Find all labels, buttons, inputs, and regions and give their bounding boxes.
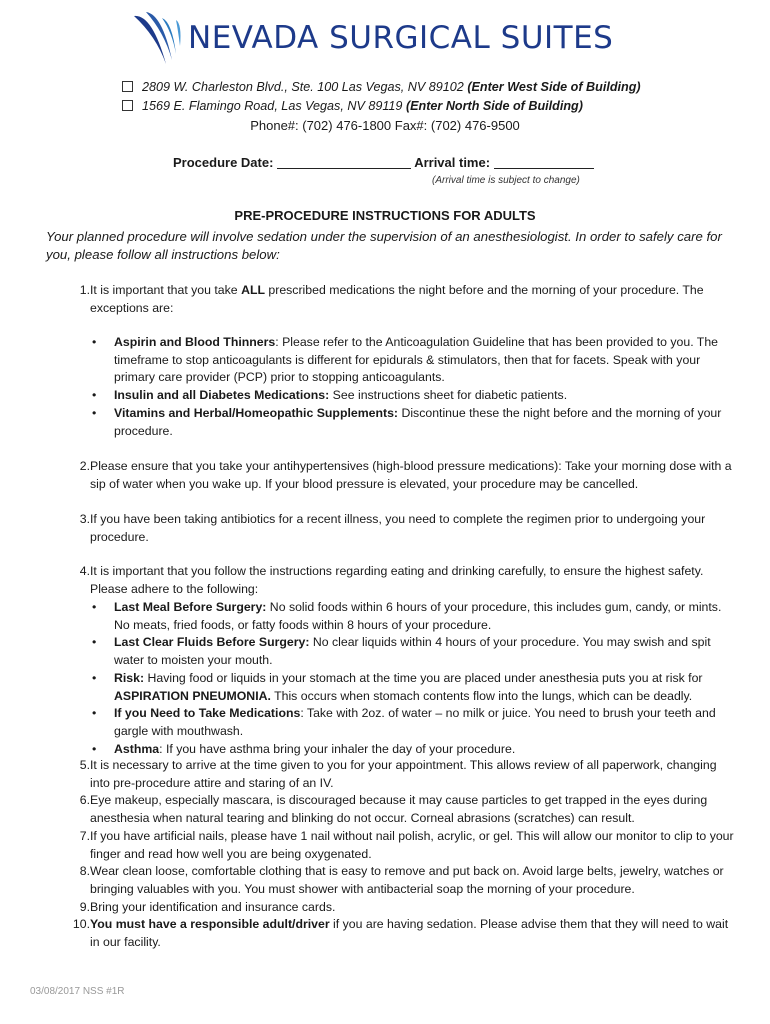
list-item: • Insulin and all Diabetes Medications: See instructions sheet for diabetic patients.: [92, 388, 568, 403]
item-number: 2.: [79, 459, 90, 473]
item-text: If you have been taking antibiotics for a recent illness, you need to complete the regimen prior to undergoing your procedure.: [90, 512, 706, 544]
arrival-time-label: Arrival time:: [414, 155, 491, 170]
bullet-heading: Aspirin and Blood Thinners: [114, 335, 276, 349]
instruction-item-7: [46, 828, 736, 863]
arrival-time-field[interactable]: [494, 155, 594, 169]
item-number: 9.: [79, 899, 90, 914]
bullet-text: No solid foods within 6 hours of your procedure, this includes gum, candy, or mints. No meats, fried foods, or fatty foods within 8 hours of your procedure.: [114, 600, 722, 632]
bullet-heading: If you Need to Take Medications: [114, 706, 301, 721]
bullet-text: This occurs when stomach contents flow into the lungs, which can be deadly.: [270, 688, 693, 703]
bullet-text: : Take with 2oz. of water – no milk or juice. You need to brush your teeth and gargle with mouthwash.: [114, 706, 716, 738]
item-text: Bring your identification and insurance cards.: [90, 899, 336, 914]
item-number: 10.: [72, 917, 90, 932]
page-title: PRE-PROCEDURE INSTRUCTIONS FOR ADULTS: [234, 208, 536, 223]
logo-text: NEVADA SURGICAL SUITES: [188, 20, 614, 56]
instruction-item-5: [46, 757, 736, 792]
instruction-item-3: [46, 511, 736, 546]
list-item: • Last Clear Fluids Before Surgery: No clear liquids within 4 hours of your procedure. You may swish and spit water to moisten your mouth.: [92, 635, 711, 668]
instruction-items-5-10: [46, 757, 736, 952]
item-number: 6.: [79, 793, 90, 808]
list-item: • Asthma: If you have asthma bring your inhaler the day of your procedure.: [92, 741, 516, 756]
address-north-checkbox[interactable]: [122, 100, 133, 111]
instruction-item-1: [46, 282, 736, 317]
bullet-text: Having food or liquids in your stomach at the time you are placed under anesthesia puts you at risk for: [144, 670, 703, 685]
item-text: It is necessary to arrive at the time given to you for your appointment. This allows review of all paperwork, changing into pre-procedure attire and staring of an IV.: [90, 758, 717, 790]
item-number: 7.: [79, 828, 90, 843]
instruction-item-10: [46, 916, 736, 951]
item-text: Eye makeup, especially mascara, is discouraged because it may cause particles to get trapped in the eyes during anesthesia when natural tearing and blinking do not occur. Corneal abrasions (scratches) can result.: [90, 793, 708, 826]
instruction-item-6: [46, 792, 736, 827]
bullet-text: See instructions sheet for diabetic patients.: [329, 388, 568, 403]
instruction-item-2: [46, 458, 736, 493]
item-4-bullets: [90, 599, 730, 758]
bullet-text: No clear liquids within 4 hours of your procedure. You may swish and spit water to moisten your mouth.: [114, 635, 711, 668]
address-option-north: [122, 99, 583, 113]
item-text: It is important that you follow the instructions regarding eating and drinking carefully, to ensure the highest safety. Please adhere to the following:: [90, 564, 704, 596]
procedure-date-row: [173, 155, 594, 170]
bullet-heading: Vitamins and Herbal/Homeopathic Supplements:: [114, 405, 399, 420]
list-item: • Vitamins and Herbal/Homeopathic Supplements: Discontinue these the night before and the morning of your procedure.: [92, 405, 722, 438]
item-emphasis: ALL: [241, 283, 265, 297]
address-west-note: (Enter West Side of Building): [467, 80, 641, 94]
bullet-heading: Last Meal Before Surgery:: [114, 600, 267, 614]
instruction-item-4: [46, 563, 736, 598]
address-option-west: [122, 80, 641, 94]
bullet-emphasis: ASPIRATION PNEUMONIA.: [114, 688, 271, 703]
procedure-date-field[interactable]: [277, 155, 411, 169]
address-west-checkbox[interactable]: [122, 81, 133, 92]
arrival-note: (Arrival time is subject to change): [432, 175, 580, 186]
bullet-heading: Last Clear Fluids Before Surgery:: [114, 635, 310, 650]
item-number: 1.: [79, 283, 90, 297]
item-text: prescribed medications the night before and the morning of your procedure. The exceptions are:: [90, 283, 704, 315]
item-text: Please ensure that you take your antihypertensives (high-blood pressure medications): Take your morning dose with a sip of water when you wake up. If your blood pressure is elevated, your procedure may be cancelled.: [90, 459, 732, 491]
nevada-surgical-suites-logo: [132, 8, 642, 68]
footer-revision: 03/08/2017 NSS #1R: [30, 986, 125, 997]
list-item: • Risk: Having food or liquids in your stomach at the time you are placed under anesthesia puts you at risk for ASPIRATION PNEUMONIA. This occurs when stomach contents flow into the lungs, which can be deadly.: [92, 670, 703, 703]
bullet-heading: Asthma: [114, 741, 160, 756]
bullet-text: Discontinue these the night before and the morning of your procedure.: [114, 405, 722, 438]
address-north-note: (Enter North Side of Building): [405, 99, 583, 113]
list-item: • If you Need to Take Medications: Take with 2oz. of water – no milk or juice. You need to brush your teeth and gargle with mouthwash.: [92, 706, 716, 738]
item-text: Wear clean loose, comfortable clothing that is easy to remove and put back on. Avoid large belts, jewelry, watches or bringing valuables with you. You must shower with antibacterial soap the morning of your procedure.: [90, 864, 724, 896]
instruction-item-8: [46, 863, 736, 898]
list-item: • Last Meal Before Surgery: No solid foods within 6 hours of your procedure, this includes gum, candy, or mints. No meats, fried foods, or fatty foods within 8 hours of your procedure.: [92, 600, 722, 632]
instruction-item-9: [46, 899, 736, 917]
intro-text: Your planned procedure will involve sedation under the supervision of an anesthesiologist. In order to safely care for you, please follow all instructions below:: [46, 229, 722, 262]
phone-fax: Phone#: (702) 476-1800 Fax#: (702) 476-9500: [250, 118, 520, 133]
bullet-text: : Please refer to the Anticoagulation Guideline that has been provided to you. The timeframe to stop anticoagulants is different for epidurals & stimulators, then that for facets. Speak with your primary care provider (PCP) prior to stopping anticoagulants.: [114, 335, 718, 385]
address-north-text: 1569 E. Flamingo Road, Las Vegas, NV 89119: [142, 99, 406, 113]
item-text: If you have artificial nails, please have 1 nail without nail polish, acrylic, or gel. This will allow our monitor to clip to your finger and read how well you are being oxygenated.: [90, 828, 734, 861]
bullet-heading: Insulin and all Diabetes Medications:: [114, 388, 330, 403]
item-number: 5.: [79, 758, 90, 772]
item-1-bullets: [90, 334, 730, 440]
bullet-text: : If you have asthma bring your inhaler the day of your procedure.: [159, 741, 516, 756]
wing-logo-icon: [132, 10, 194, 66]
procedure-date-label: Procedure Date:: [173, 155, 274, 170]
item-text: It is important that you take: [90, 283, 242, 297]
bullet-heading: Risk:: [114, 670, 145, 685]
item-number: 3.: [79, 512, 90, 526]
item-emphasis: You must have a responsible adult/driver: [90, 917, 330, 932]
list-item: • Aspirin and Blood Thinners: Please refer to the Anticoagulation Guideline that has been provided to you. The timeframe to stop anticoagulants is different for epidurals & stimulators, then that for facets. Speak with your primary care provider (PCP) prior to stopping anticoagulants.: [92, 335, 718, 385]
item-text: if you are having sedation. Please advise them that they will need to wait in our facility.: [90, 917, 729, 950]
item-number: 8.: [79, 864, 90, 879]
address-west-text: 2809 W. Charleston Blvd., Ste. 100 Las Vegas, NV 89102: [142, 80, 468, 94]
item-number: 4.: [79, 564, 90, 578]
